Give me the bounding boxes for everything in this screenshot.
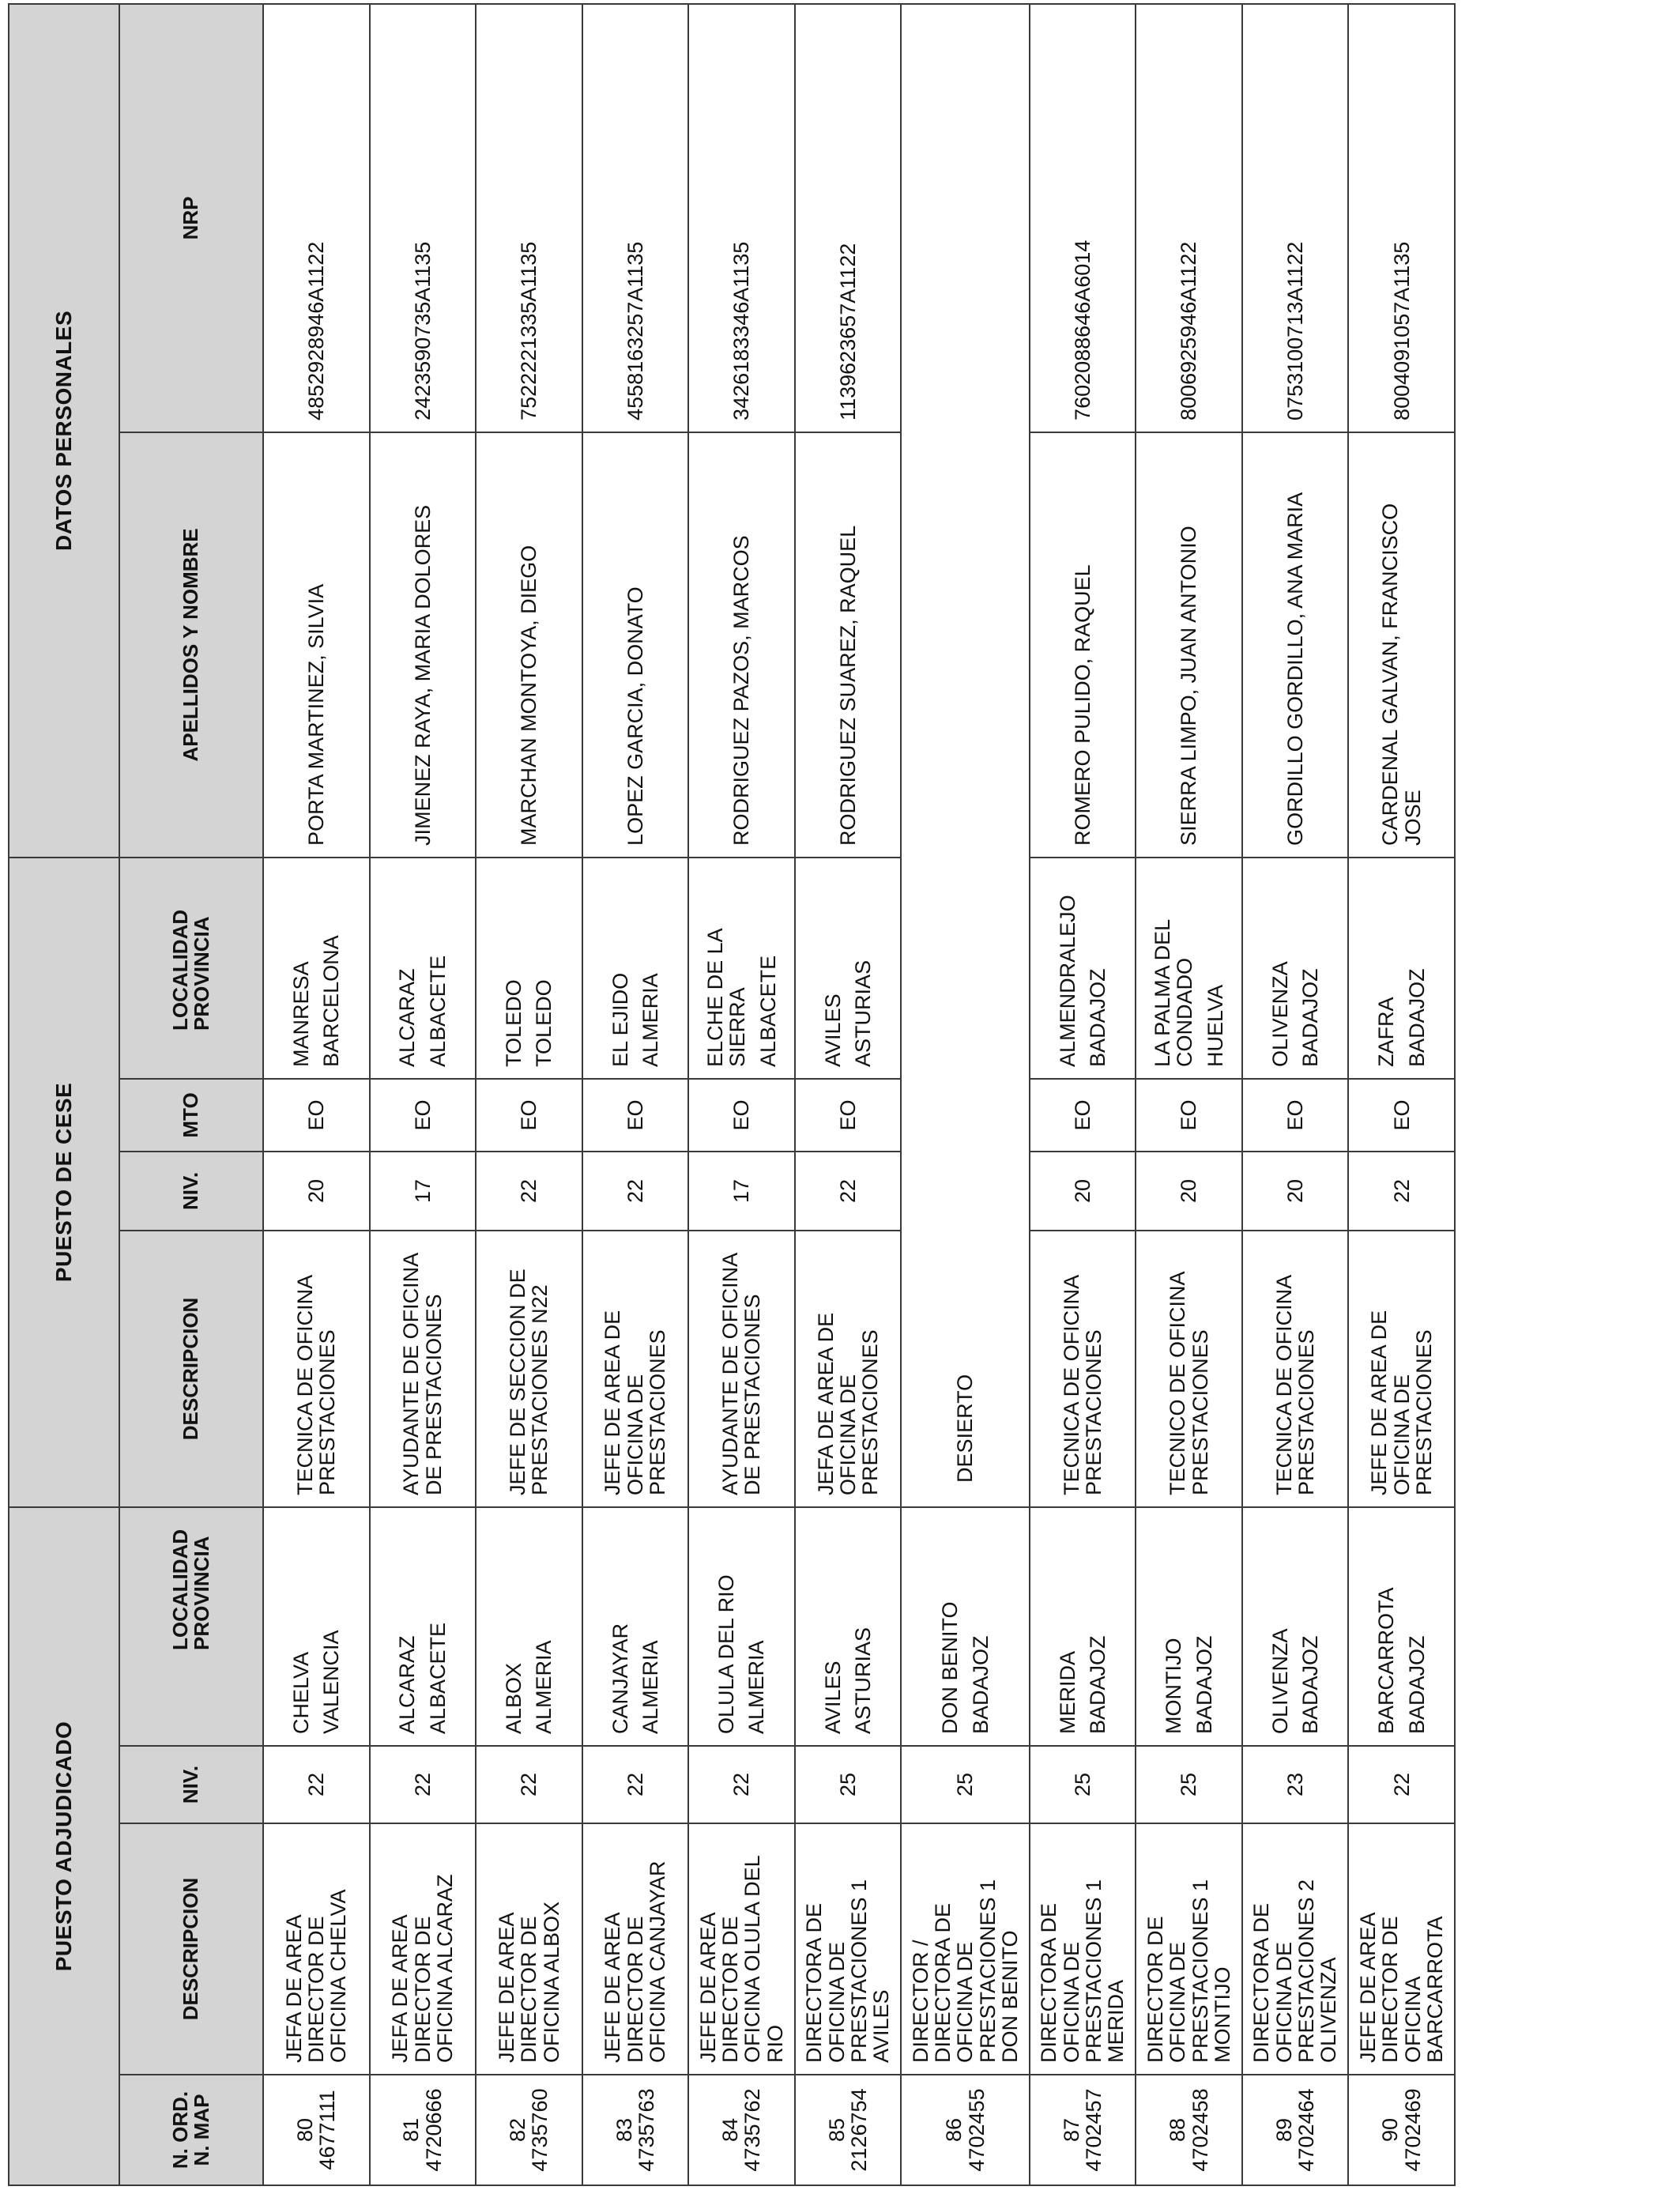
header-n-map: N. MAP (190, 2094, 213, 2166)
ord-number: 84 (718, 2117, 743, 2143)
header-cese-provincia: PROVINCIA (190, 916, 213, 1031)
cell-cese-descripcion: TECNICA DE OFICINA PRESTACIONES (263, 1231, 370, 1507)
cese-provincia: TOLEDO (532, 979, 556, 1067)
header-puesto-cese: PUESTO DE CESE (9, 858, 119, 1507)
cese-localidad: ELCHE DE LA SIERRA (703, 929, 750, 1067)
cell-adj-descripcion: DIRECTOR / DIRECTORA DE OFICINA DE PRESTACIONES 1 DON BENITO (901, 1823, 1029, 2075)
cell-cese-localidad-provincia (795, 858, 902, 1079)
adj-localidad: BARCARROTA (1374, 1587, 1399, 1734)
cell-mto: EO (1136, 1079, 1242, 1152)
cell-nrp: 8006925946A1122 (1136, 4, 1242, 432)
cell-mto: EO (688, 1079, 795, 1152)
cell-apellidos-nombre: RODRIGUEZ SUAREZ, RAQUEL (795, 432, 902, 858)
header-cese-niv: NIV. (119, 1152, 263, 1231)
cell-mto: EO (370, 1079, 477, 1152)
cell-cese-niv: 17 (370, 1152, 477, 1231)
cell-nrp: 4558163257A1135 (582, 4, 689, 432)
cell-ord-map (795, 2075, 902, 2185)
adj-localidad: MONTIJO (1162, 1638, 1186, 1734)
header-apellidos-nombre: APELLIDOS Y NOMBRE (119, 432, 263, 858)
cell-nrp: 1139623657A1122 (795, 4, 902, 432)
cell-adj-niv: 22 (263, 1746, 370, 1823)
cese-provincia: BADAJOZ (1298, 968, 1323, 1067)
cese-localidad: LA PALMA DEL CONDADO (1151, 919, 1197, 1067)
cell-mto: EO (795, 1079, 902, 1152)
column-header-row (119, 4, 263, 2185)
cell-adj-niv: 23 (1242, 1746, 1349, 1823)
header-nrp: NRP (119, 4, 263, 432)
cell-cese-localidad-provincia (370, 858, 477, 1079)
cell-cese-niv: 20 (263, 1152, 370, 1231)
cell-adj-localidad-provincia (1348, 1507, 1455, 1746)
cell-adj-localidad-provincia (795, 1507, 902, 1746)
cell-nrp: 4852928946A1122 (263, 4, 370, 432)
cell-ord-map (1242, 2075, 1349, 2185)
cell-nrp: 0753100713A1122 (1242, 4, 1349, 432)
adj-provincia: ASTURIAS (851, 1627, 876, 1734)
cell-adj-niv: 25 (901, 1746, 1029, 1823)
cese-provincia: ALMERIA (638, 973, 662, 1067)
ord-number: 86 (942, 2117, 966, 2143)
cell-ord-map (370, 2075, 477, 2185)
cell-adj-localidad-provincia (1030, 1507, 1136, 1746)
ord-number: 90 (1378, 2117, 1403, 2143)
cell-cese-localidad-provincia (688, 858, 795, 1079)
cell-cese-localidad-provincia (263, 858, 370, 1079)
header-cese-descripcion: DESCRIPCION (119, 1231, 263, 1507)
map-number: 4735763 (634, 2088, 658, 2172)
cell-ord-map (476, 2075, 582, 2185)
cell-apellidos-nombre: RODRIGUEZ PAZOS, MARCOS (688, 432, 795, 858)
header-adj-localidad-provincia (119, 1507, 263, 1746)
cell-cese-descripcion: TECNICA DE OFICINA PRESTACIONES (1030, 1231, 1136, 1507)
cell-ord-map (688, 2075, 795, 2185)
header-datos-personales: DATOS PERSONALES (9, 4, 119, 858)
adj-provincia: BADAJOZ (1404, 1635, 1429, 1734)
table-row (1242, 4, 1349, 2185)
table-row (901, 4, 1029, 2185)
cell-cese-niv: 20 (1030, 1152, 1136, 1231)
table-row (582, 4, 689, 2185)
cell-cese-niv: 22 (795, 1152, 902, 1231)
adj-localidad: CANJAYAR (608, 1623, 632, 1734)
cell-mto: EO (582, 1079, 689, 1152)
cese-localidad: MANRESA (288, 961, 313, 1067)
cell-ord-map (901, 2075, 1029, 2185)
cell-apellidos-nombre: PORTA MARTINEZ, SILVIA (263, 432, 370, 858)
cell-adj-niv: 25 (1136, 1746, 1242, 1823)
ord-number: 81 (399, 2117, 424, 2143)
table-body (263, 4, 1455, 2185)
cell-ord-map (1348, 2075, 1455, 2185)
adj-provincia: BADAJOZ (1085, 1635, 1109, 1734)
cell-adj-niv: 25 (1030, 1746, 1136, 1823)
ord-number: 80 (292, 2117, 317, 2143)
cell-nrp: 8004091057A1135 (1348, 4, 1455, 432)
ord-number: 89 (1271, 2117, 1296, 2143)
adj-provincia: ALMERIA (744, 1640, 769, 1734)
cell-adj-descripcion: JEFE DE AREA DIRECTOR DE OFICINA BARCARROTA (1348, 1823, 1455, 2075)
cell-cese-descripcion: TECNICA DE OFICINA PRESTACIONES (1242, 1231, 1349, 1507)
cell-adj-niv: 25 (795, 1746, 902, 1823)
header-n-ord: N. ORD. (168, 2090, 192, 2169)
cell-adj-descripcion: DIRECTORA DE OFICINA DE PRESTACIONES 2 OLIVENZA (1242, 1823, 1349, 2075)
cese-provincia: BADAJOZ (1404, 968, 1429, 1067)
cell-adj-descripcion: DIRECTORA DE OFICINA DE PRESTACIONES 1 MERIDA (1030, 1823, 1136, 2075)
cell-cese-descripcion: AYUDANTE DE OFICINA DE PRESTACIONES (370, 1231, 477, 1507)
cell-cese-localidad-provincia (1242, 858, 1349, 1079)
cell-cese-descripcion: JEFE DE AREA DE OFICINA DE PRESTACIONES (582, 1231, 689, 1507)
cell-cese-niv: 20 (1136, 1152, 1242, 1231)
cell-adj-niv: 22 (582, 1746, 689, 1823)
cese-localidad: EL EJIDO (608, 972, 632, 1067)
header-n-ord-map (119, 2075, 263, 2185)
adj-localidad: AVILES (820, 1661, 845, 1734)
cell-ord-map (582, 2075, 689, 2185)
cell-cese-localidad-provincia (582, 858, 689, 1079)
cell-cese-niv: 17 (688, 1152, 795, 1231)
adj-localidad: ALCARAZ (395, 1635, 420, 1734)
table-row (1136, 4, 1242, 2185)
cell-nrp: 3426183346A1135 (688, 4, 795, 432)
cell-cese-niv: 22 (582, 1152, 689, 1231)
header-cese-localidad: LOCALIDAD (168, 909, 192, 1031)
table-row (795, 4, 902, 2185)
cell-adj-localidad-provincia (1242, 1507, 1349, 1746)
cell-cese-localidad-provincia (1030, 858, 1136, 1079)
map-number: 4720666 (421, 2088, 446, 2172)
table-row (476, 4, 582, 2185)
cell-ord-map (1136, 2075, 1242, 2185)
ord-number: 88 (1166, 2117, 1190, 2143)
cell-cese-descripcion: JEFE DE SECCION DE PRESTACIONES N22 (476, 1231, 582, 1507)
map-number: 4702464 (1294, 2088, 1319, 2172)
cell-apellidos-nombre: CARDENAL GALVAN, FRANCISCO JOSE (1348, 432, 1455, 858)
adj-provincia: ALMERIA (532, 1640, 556, 1734)
map-number: 4735760 (528, 2088, 552, 2172)
cell-mto: EO (1348, 1079, 1455, 1152)
ord-number: 82 (506, 2117, 530, 2143)
adj-localidad: MERIDA (1055, 1650, 1079, 1734)
cell-adj-descripcion: JEFE DE AREA DIRECTOR DE OFICINA ALBOX (476, 1823, 582, 2075)
adj-provincia: BADAJOZ (1298, 1635, 1323, 1734)
cell-cese-descripcion: AYUDANTE DE OFICINA DE PRESTACIONES (688, 1231, 795, 1507)
cese-localidad: ALCARAZ (395, 968, 420, 1067)
cell-cese-descripcion: JEFA DE AREA DE OFICINA DE PRESTACIONES (795, 1231, 902, 1507)
adj-provincia: BADAJOZ (1192, 1635, 1216, 1734)
cell-cese-niv: 22 (476, 1152, 582, 1231)
map-number: 4702455 (964, 2088, 989, 2172)
cell-cese-descripcion: TECNICO DE OFICINA PRESTACIONES (1136, 1231, 1242, 1507)
cell-cese-descripcion: JEFE DE AREA DE OFICINA DE PRESTACIONES (1348, 1231, 1455, 1507)
cell-mto: EO (1030, 1079, 1136, 1152)
ord-number: 83 (612, 2117, 636, 2143)
cese-provincia: ASTURIAS (851, 959, 876, 1067)
cell-adj-descripcion: JEFA DE AREA DIRECTOR DE OFICINA CHELVA (263, 1823, 370, 2075)
ord-number: 87 (1059, 2117, 1083, 2143)
adj-localidad: OLIVENZA (1268, 1628, 1292, 1734)
header-adj-localidad: LOCALIDAD (168, 1529, 192, 1650)
ord-number: 85 (824, 2117, 849, 2143)
adj-provincia: VALENCIA (319, 1630, 344, 1734)
cese-provincia: BARCELONA (319, 935, 344, 1067)
map-number: 4702458 (1188, 2088, 1212, 2172)
cese-localidad: OLIVENZA (1268, 961, 1292, 1067)
header-adj-provincia: PROVINCIA (190, 1536, 213, 1650)
cell-adj-localidad-provincia (263, 1507, 370, 1746)
cese-localidad: AVILES (820, 993, 845, 1067)
cell-mto: EO (263, 1079, 370, 1152)
cell-ord-map (1030, 2075, 1136, 2185)
table-row (263, 4, 370, 2185)
cese-localidad: TOLEDO (502, 979, 526, 1067)
cese-localidad: ALMENDRALEJO (1055, 895, 1079, 1067)
cese-provincia: BADAJOZ (1085, 968, 1109, 1067)
adj-localidad: OLULA DEL RIO (714, 1574, 739, 1734)
cell-desierto (901, 4, 1029, 1507)
cell-nrp: 7602088646A6014 (1030, 4, 1136, 432)
cell-cese-localidad-provincia (1136, 858, 1242, 1079)
map-number: 2126754 (847, 2088, 872, 2172)
cell-adj-localidad-provincia (901, 1507, 1029, 1746)
adj-localidad: CHELVA (288, 1651, 313, 1734)
adj-provincia: ALMERIA (638, 1640, 662, 1734)
cell-adj-descripcion: JEFE DE AREA DIRECTOR DE OFICINA OLULA DEL RIO (688, 1823, 795, 2075)
cell-apellidos-nombre: MARCHAN MONTOYA, DIEGO (476, 432, 582, 858)
desierto-label: DESIERTO (953, 1374, 977, 1483)
header-adj-descripcion: DESCRIPCION (119, 1823, 263, 2075)
cell-nrp: 2423590735A1135 (370, 4, 477, 432)
cell-adj-descripcion: JEFA DE AREA DIRECTOR DE OFICINA ALCARAZ (370, 1823, 477, 2075)
cese-provincia: ALBACETE (755, 955, 780, 1067)
cell-adj-localidad-provincia (688, 1507, 795, 1746)
cell-cese-niv: 20 (1242, 1152, 1349, 1231)
cell-cese-niv: 22 (1348, 1152, 1455, 1231)
map-number: 4735762 (740, 2088, 765, 2172)
table-row (1348, 4, 1455, 2185)
cell-mto: EO (476, 1079, 582, 1152)
cell-mto: EO (1242, 1079, 1349, 1152)
table-row (1030, 4, 1136, 2185)
cell-adj-niv: 22 (1348, 1746, 1455, 1823)
cese-localidad: ZAFRA (1374, 997, 1399, 1067)
header-cese-localidad-provincia (119, 858, 263, 1079)
cell-adj-localidad-provincia (476, 1507, 582, 1746)
cese-provincia: HUELVA (1203, 984, 1227, 1067)
cell-adj-niv: 22 (476, 1746, 582, 1823)
header-adj-niv: NIV. (119, 1746, 263, 1823)
cell-adj-localidad-provincia (582, 1507, 689, 1746)
cell-apellidos-nombre: ROMERO PULIDO, RAQUEL (1030, 432, 1136, 858)
cell-cese-localidad-provincia (1348, 858, 1455, 1079)
adj-provincia: BADAJOZ (968, 1635, 993, 1734)
map-number: 4702457 (1081, 2088, 1106, 2172)
table-row (370, 4, 477, 2185)
cell-apellidos-nombre: GORDILLO GORDILLO, ANA MARIA (1242, 432, 1349, 858)
cell-ord-map (263, 2075, 370, 2185)
cell-apellidos-nombre: JIMENEZ RAYA, MARIA DOLORES (370, 432, 477, 858)
map-number: 4702469 (1400, 2088, 1425, 2172)
cell-adj-localidad-provincia (370, 1507, 477, 1746)
adj-localidad: DON BENITO (938, 1601, 962, 1734)
cell-cese-localidad-provincia (476, 858, 582, 1079)
cell-adj-niv: 22 (370, 1746, 477, 1823)
map-number: 4677111 (315, 2090, 340, 2170)
header-puesto-adjudicado: PUESTO ADJUDICADO (9, 1507, 119, 2185)
cese-provincia: ALBACETE (425, 955, 450, 1067)
cell-nrp: 7522221335A1135 (476, 4, 582, 432)
group-header-row (9, 4, 119, 2185)
cell-adj-descripcion: JEFE DE AREA DIRECTOR DE OFICINA CANJAYAR (582, 1823, 689, 2075)
header-mto: MTO (119, 1079, 263, 1152)
cell-adj-niv: 22 (688, 1746, 795, 1823)
cell-adj-descripcion: DIRECTOR DE OFICINA DE PRESTACIONES 1 MONTIJO (1136, 1823, 1242, 2075)
cell-adj-descripcion: DIRECTORA DE OFICINA DE PRESTACIONES 1 AVILES (795, 1823, 902, 2075)
cell-adj-localidad-provincia (1136, 1507, 1242, 1746)
rotated-page (8, 5, 1456, 2186)
cell-apellidos-nombre: SIERRA LIMPO, JUAN ANTONIO (1136, 432, 1242, 858)
cell-apellidos-nombre: LOPEZ GARCIA, DONATO (582, 432, 689, 858)
table-row (688, 4, 795, 2185)
adj-provincia: ALBACETE (425, 1622, 450, 1734)
adj-localidad: ALBOX (502, 1662, 526, 1734)
resolution-table (8, 3, 1456, 2186)
